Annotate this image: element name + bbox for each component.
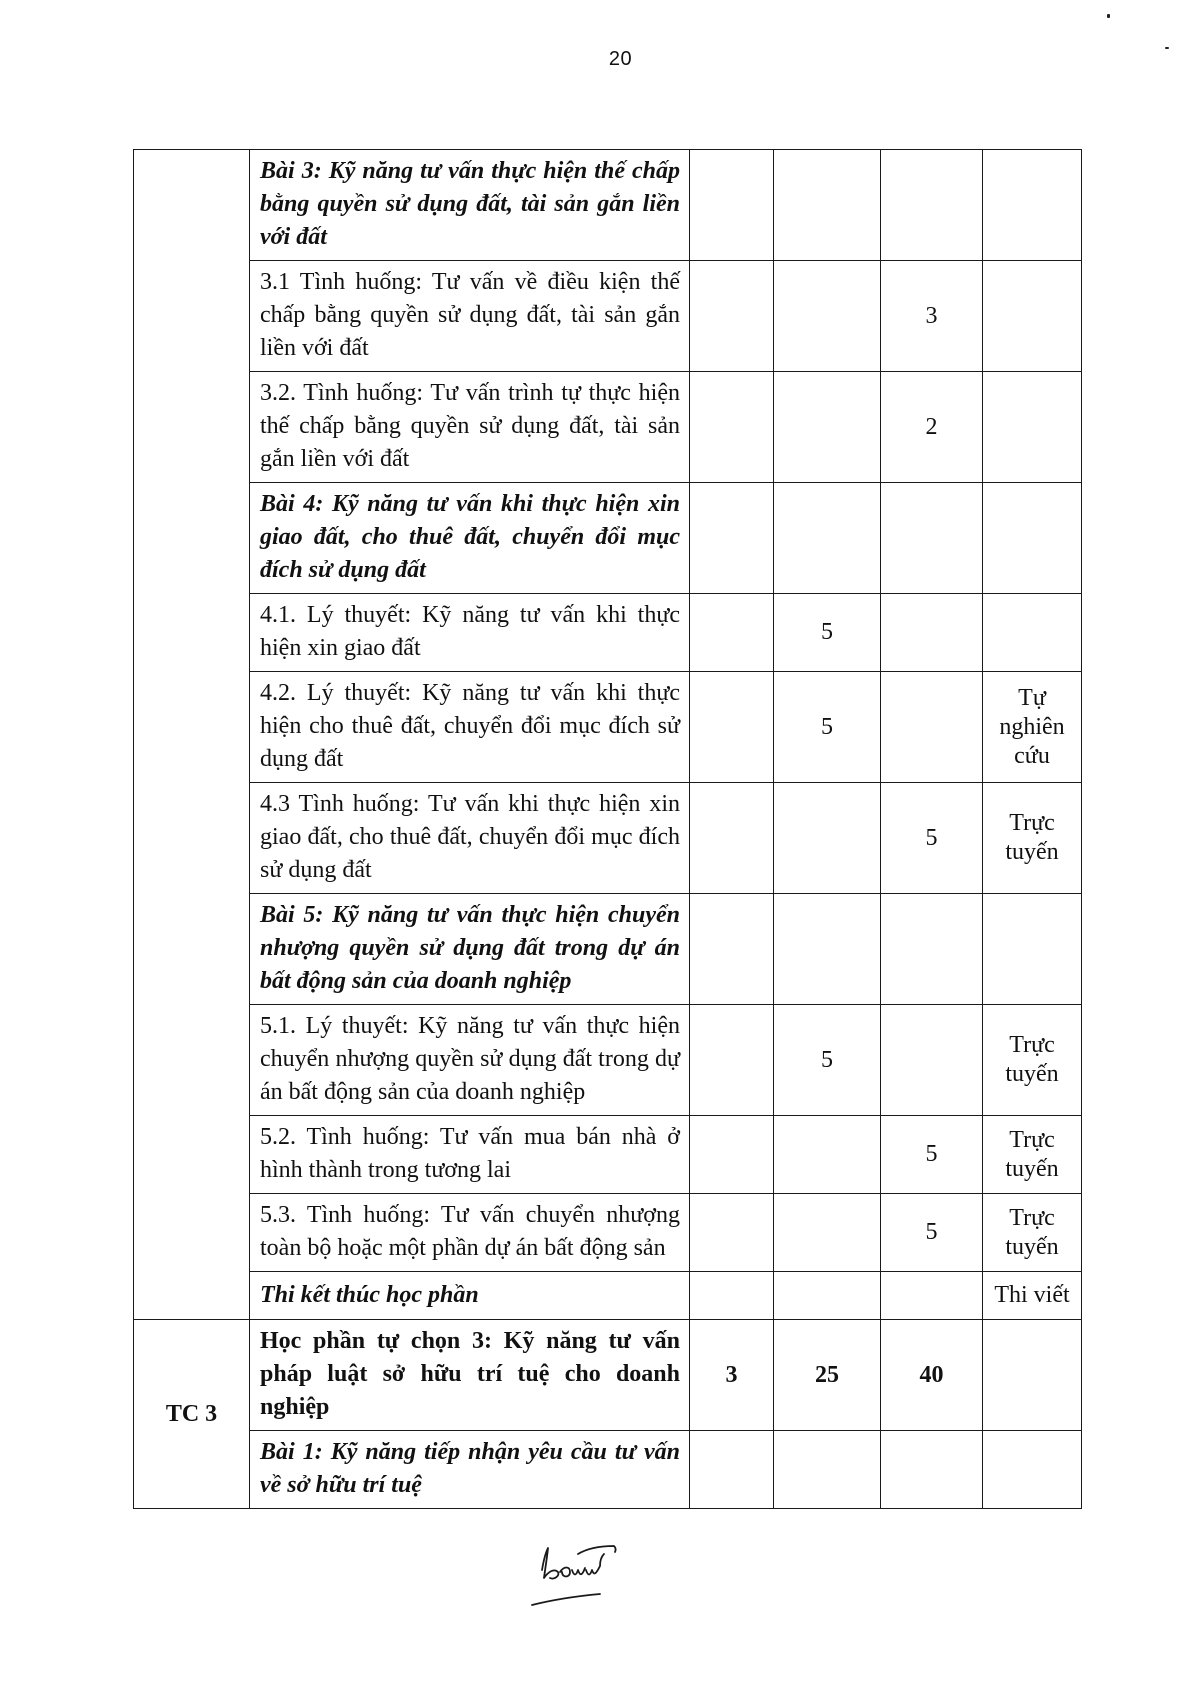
credits-cell (690, 372, 774, 483)
theory-hours-cell (774, 483, 881, 594)
practice-hours-cell (881, 1431, 983, 1509)
module-title: Học phần tự chọn 3: Kỹ năng tư vấn pháp luật sở hữu trí tuệ cho doanh nghiệp (250, 1320, 690, 1431)
practice-hours-cell: 2 (881, 372, 983, 483)
lesson-title: Bài 5: Kỹ năng tư vấn thực hiện chuyển nhượng quyền sử dụng đất trong dự án bất động sản của doanh nghiệp (250, 894, 690, 1005)
table-row (134, 483, 1082, 594)
table-row (134, 672, 1082, 783)
item-title: 3.2. Tình huống: Tư vấn trình tự thực hiện thế chấp bằng quyền sử dụng đất, tài sản gắn liền với đất (250, 372, 690, 483)
module-note (983, 1320, 1082, 1431)
table-row (134, 894, 1082, 1005)
table-row (134, 1431, 1082, 1509)
exam-format-cell: Thi viết (983, 1272, 1082, 1320)
item-title: 4.1. Lý thuyết: Kỹ năng tư vấn khi thực hiện xin giao đất (250, 594, 690, 672)
practice-hours-cell (881, 1272, 983, 1320)
credits-cell (690, 672, 774, 783)
note-cell (983, 594, 1082, 672)
module-credits: 3 (690, 1320, 774, 1431)
item-title: 5.2. Tình huống: Tư vấn mua bán nhà ở hình thành trong tương lai (250, 1116, 690, 1194)
practice-hours-cell (881, 150, 983, 261)
table-row (134, 150, 1082, 261)
theory-hours-cell (774, 261, 881, 372)
theory-hours-cell: 5 (774, 672, 881, 783)
theory-hours-cell (774, 1431, 881, 1509)
practice-hours-cell (881, 594, 983, 672)
lesson-title: Bài 1: Kỹ năng tiếp nhận yêu cầu tư vấn về sở hữu trí tuệ (250, 1431, 690, 1509)
theory-hours-cell (774, 150, 881, 261)
table-row (134, 261, 1082, 372)
note-cell (983, 1431, 1082, 1509)
theory-hours-cell (774, 372, 881, 483)
practice-hours-cell: 3 (881, 261, 983, 372)
note-cell: Trực tuyến (983, 783, 1082, 894)
theory-hours-cell (774, 783, 881, 894)
note-cell (983, 372, 1082, 483)
item-title: 3.1 Tình huống: Tư vấn về điều kiện thế chấp bằng quyền sử dụng đất, tài sản gắn liền với đất (250, 261, 690, 372)
credits-cell (690, 1431, 774, 1509)
module-practice-hours: 40 (881, 1320, 983, 1431)
note-cell: Trực tuyến (983, 1116, 1082, 1194)
credits-cell (690, 894, 774, 1005)
table-row (134, 594, 1082, 672)
item-title: 4.2. Lý thuyết: Kỹ năng tư vấn khi thực hiện cho thuê đất, chuyển đổi mục đích sử dụng đất (250, 672, 690, 783)
practice-hours-cell (881, 672, 983, 783)
table-row (134, 1005, 1082, 1116)
credits-cell (690, 261, 774, 372)
theory-hours-cell (774, 894, 881, 1005)
module-code-cell-empty (134, 150, 250, 1320)
module-code: TC 3 (134, 1320, 250, 1509)
lesson-title: Bài 3: Kỹ năng tư vấn thực hiện thế chấp bằng quyền sử dụng đất, tài sản gắn liền với đất (250, 150, 690, 261)
scan-speck (1165, 47, 1169, 49)
table-row (134, 372, 1082, 483)
credits-cell (690, 483, 774, 594)
exam-title: Thi kết thúc học phần (250, 1272, 690, 1320)
credits-cell (690, 594, 774, 672)
credits-cell (690, 150, 774, 261)
credits-cell (690, 1194, 774, 1272)
module-theory-hours: 25 (774, 1320, 881, 1431)
credits-cell (690, 783, 774, 894)
table-row (134, 1194, 1082, 1272)
table-row (134, 1272, 1082, 1320)
theory-hours-cell (774, 1194, 881, 1272)
course-schedule-table (133, 149, 1082, 1509)
table-row (134, 1116, 1082, 1194)
theory-hours-cell: 5 (774, 1005, 881, 1116)
theory-hours-cell (774, 1272, 881, 1320)
credits-cell (690, 1116, 774, 1194)
theory-hours-cell: 5 (774, 594, 881, 672)
note-cell: Trực tuyến (983, 1005, 1082, 1116)
practice-hours-cell: 5 (881, 1116, 983, 1194)
credits-cell (690, 1272, 774, 1320)
practice-hours-cell: 5 (881, 1194, 983, 1272)
lesson-title: Bài 4: Kỹ năng tư vấn khi thực hiện xin giao đất, cho thuê đất, chuyển đổi mục đích sử dụng đất (250, 483, 690, 594)
item-title: 5.1. Lý thuyết: Kỹ năng tư vấn thực hiện chuyển nhượng quyền sử dụng đất trong dự án bất động sản của doanh nghiệp (250, 1005, 690, 1116)
table-row (134, 783, 1082, 894)
practice-hours-cell (881, 894, 983, 1005)
note-cell (983, 150, 1082, 261)
handwritten-signature (530, 1528, 640, 1608)
note-cell: Trực tuyến (983, 1194, 1082, 1272)
note-cell (983, 894, 1082, 1005)
scan-speck (1107, 14, 1110, 18)
item-title: 5.3. Tình huống: Tư vấn chuyển nhượng toàn bộ hoặc một phần dự án bất động sản (250, 1194, 690, 1272)
note-cell (983, 261, 1082, 372)
note-cell (983, 483, 1082, 594)
practice-hours-cell: 5 (881, 783, 983, 894)
practice-hours-cell (881, 483, 983, 594)
credits-cell (690, 1005, 774, 1116)
module-row (134, 1320, 1082, 1431)
theory-hours-cell (774, 1116, 881, 1194)
note-cell: Tự nghiên cứu (983, 672, 1082, 783)
item-title: 4.3 Tình huống: Tư vấn khi thực hiện xin giao đất, cho thuê đất, chuyển đổi mục đích sử dụng đất (250, 783, 690, 894)
page-number: 20 (608, 48, 633, 70)
practice-hours-cell (881, 1005, 983, 1116)
